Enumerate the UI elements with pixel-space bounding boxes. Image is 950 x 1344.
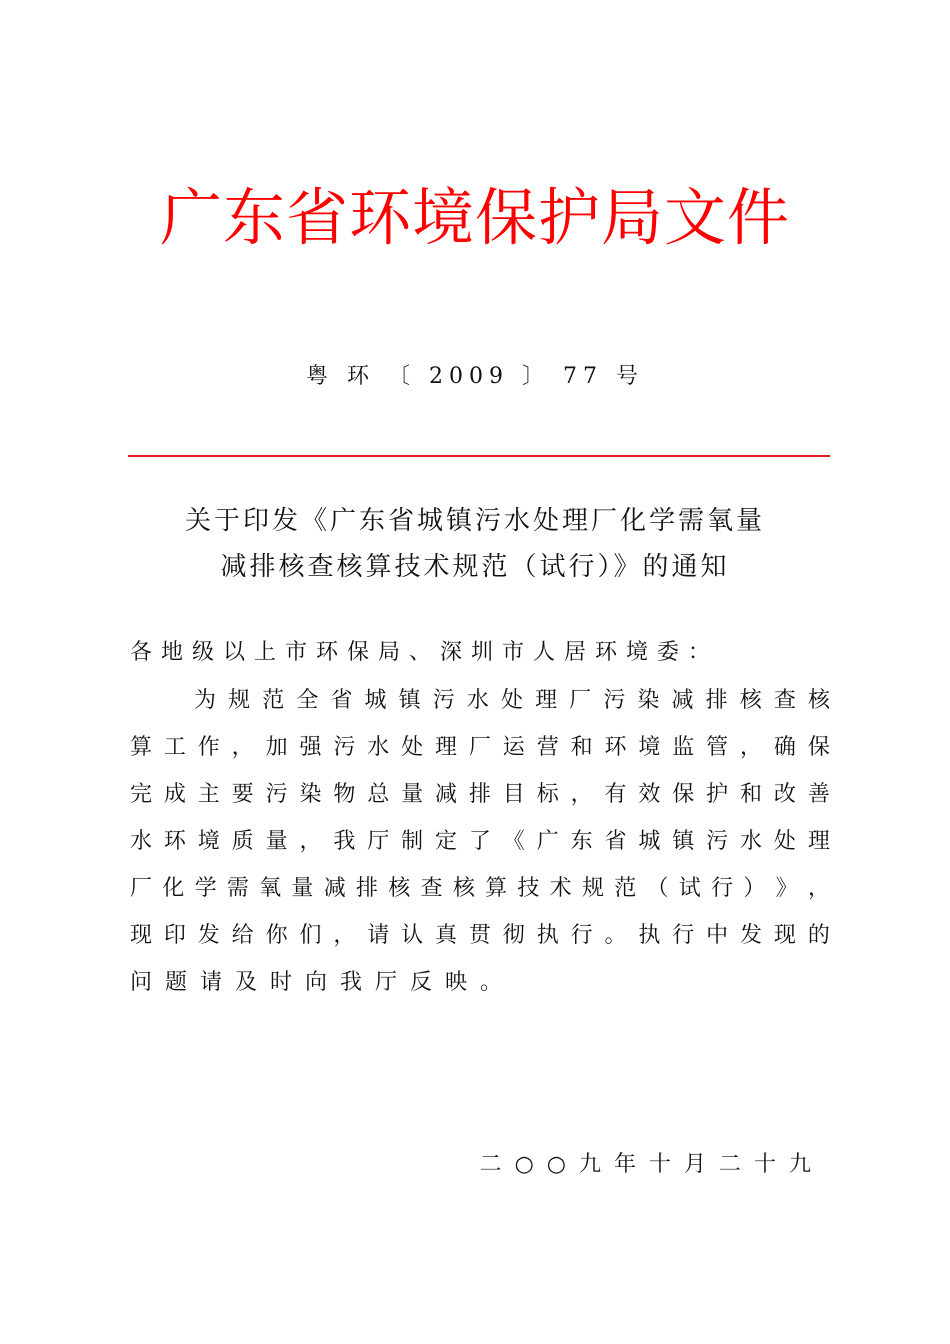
salutation: 各地级以上市环保局、深圳市人居环境委： bbox=[130, 640, 720, 665]
body-text bbox=[130, 686, 830, 1015]
body-line: 现 印 发 给 你 们 ， 请 认 真 贯 彻 执 行 。 执 行 中 发 现 的 bbox=[130, 923, 830, 948]
body-line: 为 规 范 全 省 城 镇 污 水 处 理 厂 污 染 减 排 核 查 核 bbox=[194, 688, 830, 713]
document-title-line-1: 关于印发《广东省城镇污水处理厂化学需氧量 bbox=[184, 506, 765, 536]
document-date: 二○○九年十月二十九 bbox=[479, 1152, 824, 1177]
body-line: 水 环 境 质 量 ， 我 厅 制 定 了 《 广 东 省 城 镇 污 水 处 理 bbox=[130, 829, 830, 854]
document-header-title: 广东省环境保护局文件 bbox=[159, 181, 790, 254]
red-divider-line bbox=[128, 455, 830, 457]
body-line: 问题请及时向我厅反映。 bbox=[130, 970, 516, 995]
body-line: 算 工 作 ， 加 强 污 水 处 理 厂 运 营 和 环 境 监 管 ， 确 保 bbox=[130, 735, 830, 760]
body-line: 厂 化 学 需 氧 量 减 排 核 查 核 算 技 术 规 范 （ 试 行 ） 》 ， bbox=[130, 876, 830, 901]
body-line: 完 成 主 要 污 染 物 总 量 减 排 目 标 ， 有 效 保 护 和 改 善 bbox=[130, 782, 830, 807]
document-title bbox=[0, 498, 950, 590]
document-title-line-2: 减排核查核算技术规范（试行）》的通知 bbox=[220, 552, 730, 582]
document-number: 粤 环 〔 2009 〕 77 号 bbox=[306, 364, 644, 389]
